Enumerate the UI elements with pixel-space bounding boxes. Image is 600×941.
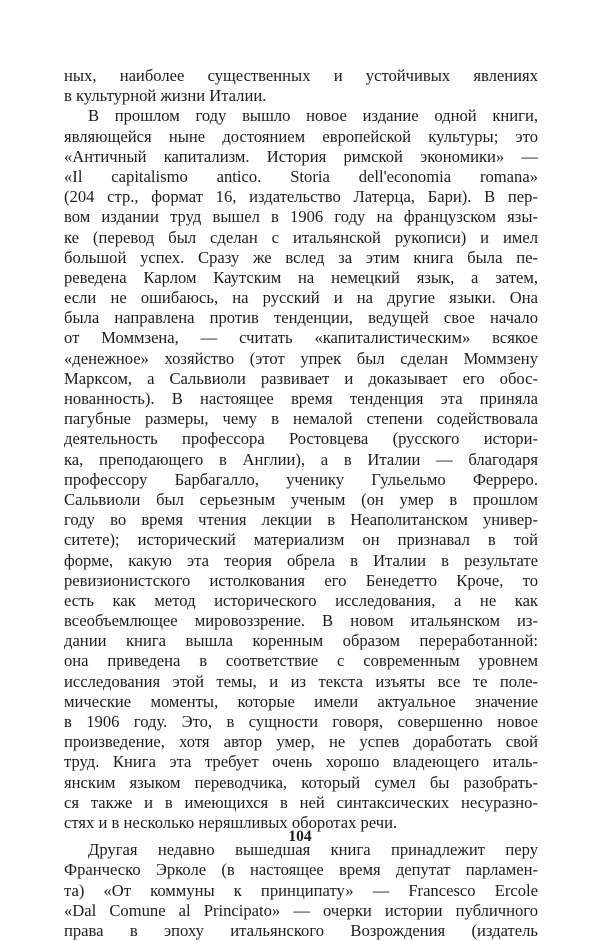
text-line: В прошлом году вышло новое издание одной книги, xyxy=(88,106,538,126)
text-line: «Dal Comune al Principato» — очерки истории публичного xyxy=(64,900,538,920)
text-line: в 1906 году. Это, в сущности говоря, совершенно новое xyxy=(64,712,538,731)
text-line: профессору Барбагалло, ученику Гульельмо Ферреро. xyxy=(64,469,538,489)
text-line: «Il capitalismo antico. Storia dell'economia romana» xyxy=(64,166,538,186)
text-line: права в эпоху итальянского Возрождения (издатель xyxy=(64,920,538,940)
text-line: году во время чтения лекции в Неаполитанском универ- xyxy=(64,510,538,530)
text-line: янским языком переводчика, который сумел бы разобрать- xyxy=(64,772,538,792)
text-line: вом издании труд вышел в 1906 году на французском язы- xyxy=(64,207,538,227)
text-line: была направлена против тенденции, ведущей свое начало xyxy=(64,308,538,328)
text-line: Другая недавно вышедшая книга принадлежит перу xyxy=(88,840,538,860)
text-line: ных, наиболее существенных и устойчивых явлениях xyxy=(64,66,538,85)
text-line: «Античный капитализм. История римской экономики» — xyxy=(64,146,538,166)
text-line: Сальвиоли был серьезным ученым (он умер в прошлом xyxy=(64,489,538,509)
text-line: «денежное» хозяйство (этот упрек был сделан Моммзену xyxy=(64,348,538,368)
text-line: ситете); исторический материализм он признавал в той xyxy=(64,530,538,550)
text-line: мические моменты, которые имели актуальное значение xyxy=(64,691,538,711)
paragraph-2 xyxy=(64,106,538,833)
text-line: ка, преподающего в Англии), а в Италии — благодаря xyxy=(64,449,538,469)
text-line: труд. Книга эта требует очень хорошо владеющего италь- xyxy=(64,752,538,772)
text-line: всеобъемлющее мировоззрение. В новом итальянском из- xyxy=(64,611,538,631)
text-line: исследования этой темы, и из текста изъяты все те поле- xyxy=(64,671,538,691)
text-line: Марксом, а Сальвиоли развивает и доказывает его обос- xyxy=(64,368,538,388)
text-line: та) «От коммуны к принципату» — Francesco Ercole xyxy=(64,880,538,900)
page-number: 104 xyxy=(288,828,312,845)
text-line: ся также и в имеющихся в ней синтаксических несуразно- xyxy=(64,792,538,812)
text-line: от Моммзена, — считать «капиталистическим» всякое xyxy=(64,328,538,348)
paragraph-1 xyxy=(64,66,538,106)
text-line: деятельность профессора Ростовцева (русского истори- xyxy=(64,429,538,449)
text-line: ревизионистского истолкования его Бенедетто Кроче, то xyxy=(64,570,538,590)
page-body xyxy=(64,66,538,941)
text-line: большой успех. Сразу же вслед за этим книга была пе- xyxy=(64,247,538,267)
text-line: Франческо Эрколе (в настоящее время депутат парламен- xyxy=(64,860,538,880)
text-line: ке (перевод был сделан с итальянской рукописи) и имел xyxy=(64,227,538,247)
text-line: она приведена в соответствие с современным уровнем xyxy=(64,651,538,671)
text-line: в культурной жизни Италии. xyxy=(64,86,267,106)
text-line: (204 стр., формат 16, издательство Латерца, Бари). В пер- xyxy=(64,187,538,207)
text-line: есть как метод исторического исследования, а не как xyxy=(64,590,538,610)
text-line: дании книга вышла коренным образом переработанной: xyxy=(64,631,538,651)
text-line: форме, какую эта теория обрела в Италии в результате xyxy=(64,550,538,570)
text-line: стях и в несколько неряшливых оборотах речи. xyxy=(64,812,398,832)
text-line: пагубные размеры, чему в немалой степени содействовала xyxy=(64,409,538,429)
text-line: произведение, хотя автор умер, не успев доработать свой xyxy=(64,732,538,752)
text-line: являющейся ныне достоянием европейской культуры; это xyxy=(64,126,538,146)
text-line: если не ошибаюсь, на русский и на другие языки. Она xyxy=(64,288,538,308)
text-line: нованность). В настоящее время тенденция эта приняла xyxy=(64,389,538,408)
text-line: реведена Карлом Каутским на немецкий язык, а затем, xyxy=(64,267,538,287)
paragraph-3 xyxy=(64,840,538,941)
